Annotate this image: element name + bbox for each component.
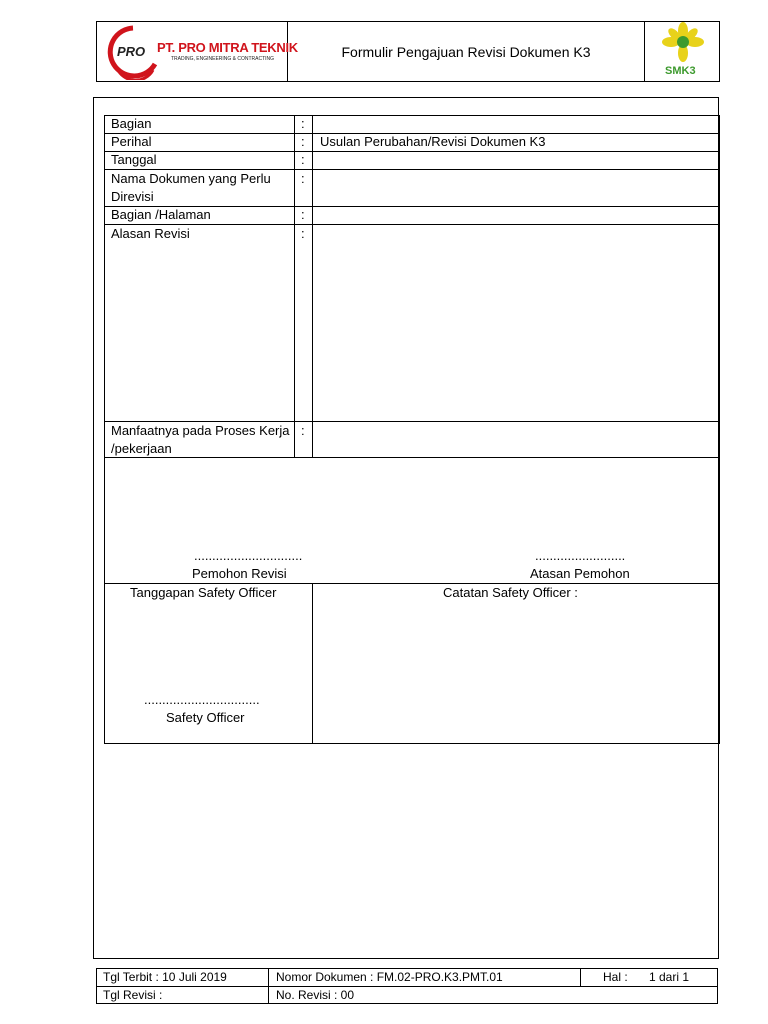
row-colon: : [301,152,305,167]
row-label-bagian-halaman: Bagian /Halaman [111,207,211,222]
hal-value: 1 dari 1 [649,970,690,984]
company-logo-cell [97,22,298,81]
row-label-nama-dokumen: Nama Dokumen yang Perlu Direvisi [111,171,271,204]
row-colon: : [301,207,305,222]
nomor-dokumen: Nomor Dokumen : FM.02-PRO.K3.PMT.01 [276,970,503,984]
hal-label: Hal : [603,970,628,984]
logo-text: PRO [117,44,146,59]
smk3-logo-text: SMK3 [665,65,696,77]
form-title: Formulir Pengajuan Revisi Dokumen K3 [288,22,645,81]
row-value-perihal[interactable]: Usulan Perubahan/Revisi Dokumen K3 [320,134,546,149]
row-colon: : [301,423,305,438]
catatan-label: Catatan Safety Officer : [443,585,578,600]
smk3-logo-cell [645,22,719,81]
atasan-signature-line: ......................... [535,548,626,563]
row-colon: : [301,116,305,131]
document-header [96,21,720,82]
company-name: PT. PRO MITRA TEKNIK [157,40,298,55]
row-label-bagian: Bagian [111,116,152,131]
row-colon: : [301,134,305,149]
row-label-perihal: Perihal [111,134,152,149]
pemohon-signature-line: .............................. [194,548,303,563]
officer-label: Safety Officer [166,710,245,725]
tgl-terbit: Tgl Terbit : 10 Juli 2019 [103,970,227,984]
tgl-revisi: Tgl Revisi : [103,988,163,1002]
row-label-manfaat: Manfaatnya pada Proses Kerja /pekerjaan [111,423,290,456]
smk3-logo-icon [653,22,713,66]
row-colon: : [301,226,305,241]
tanggapan-label: Tanggapan Safety Officer [130,585,277,600]
atasan-label: Atasan Pemohon [530,566,630,581]
officer-signature-line: ................................ [144,692,260,707]
row-colon: : [301,171,305,186]
company-tagline: TRADING, ENGINEERING & CONTRACTING [171,56,275,62]
pemohon-label: Pemohon Revisi [192,566,287,581]
no-revisi: No. Revisi : 00 [276,988,355,1002]
row-label-alasan-revisi: Alasan Revisi [111,226,190,241]
row-label-tanggal: Tanggal [111,152,157,167]
document-footer [96,968,718,1004]
